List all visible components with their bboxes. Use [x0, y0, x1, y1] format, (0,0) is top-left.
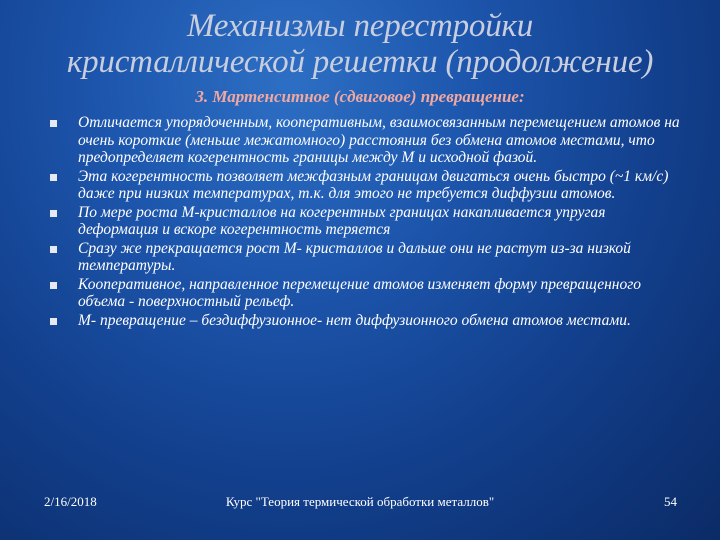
- bullet-text: Отличается упорядоченным, кооперативным, взаимосвязанным перемещением атомов на очень короткие (меньше межатомного) расстояния без обмена атомов местами, что предопределяет когерентность границы между М и исходной фазой.: [78, 114, 680, 166]
- square-bullet-icon: [50, 210, 57, 217]
- bullet-text: Сразу же прекращается рост М- кристаллов и дальше они не растут из-за низкой температуры.: [78, 239, 631, 274]
- bullet-item: [42, 276, 682, 311]
- footer-course-title: Курс "Теория термической обработки металлов": [225, 494, 495, 509]
- bullet-item: [42, 312, 682, 330]
- square-bullet-icon: [50, 174, 57, 181]
- slide-title: [20, 8, 700, 80]
- square-bullet-icon: [50, 246, 57, 253]
- footer-date: 2/16/2018: [44, 494, 97, 509]
- footer-page-number: 54: [664, 494, 677, 509]
- bullet-list: [42, 114, 682, 330]
- slide-title-line-2: кристаллической решетки (продолжение): [66, 44, 654, 80]
- bullet-text: По мере роста М-кристаллов на когерентных границах накапливается упругая деформация и вскоре когерентность теряется: [78, 203, 606, 238]
- slide-title-line-1: Механизмы перестройки: [186, 8, 534, 44]
- bullet-item: [42, 204, 682, 239]
- square-bullet-icon: [50, 282, 57, 289]
- bullet-text: М- превращение – бездиффузионное- нет диффузионного обмена атомов местами.: [78, 311, 631, 329]
- bullet-text: Эта когерентность позволяет межфазным границам двигаться очень быстро (~1 км/с) даже при низких температурах, т.к. для этого не требуется диффузии атомов.: [78, 167, 669, 202]
- slide-subtitle: 3. Мартенситное (сдвиговое) превращение:: [195, 87, 525, 106]
- bullet-item: [42, 168, 682, 203]
- square-bullet-icon: [50, 318, 57, 325]
- bullet-item: [42, 114, 682, 167]
- bullet-text: Кооперативное, направленное перемещение атомов изменяет форму превращенного объема - поверхностный рельеф.: [78, 275, 642, 310]
- square-bullet-icon: [50, 120, 57, 127]
- bullet-item: [42, 240, 682, 275]
